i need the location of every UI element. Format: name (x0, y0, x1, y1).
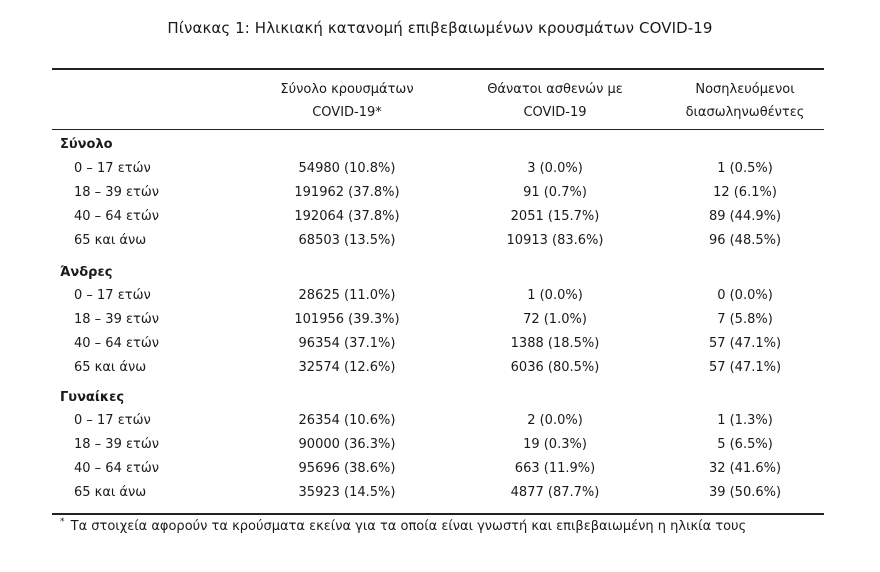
cell-cases: 54980 (10.8%) (298, 161, 396, 176)
cell-cases: 90000 (36.3%) (298, 437, 396, 452)
cell-intubated: 39 (50.6%) (708, 485, 782, 500)
cell-deaths: 2051 (15.7%) (510, 209, 600, 224)
table-row (0, 288, 880, 312)
cell-intubated: 96 (48.5%) (708, 233, 782, 248)
cell-deaths: 6036 (80.5%) (510, 360, 600, 375)
column-header-deaths (470, 78, 640, 124)
column-header-line: COVID-19 (523, 105, 587, 120)
row-label: 40 – 64 ετών (74, 209, 159, 224)
cell-deaths: 2 (0.0%) (527, 413, 583, 428)
row-label: 18 – 39 ετών (74, 312, 159, 327)
cell-intubated: 1 (0.5%) (717, 161, 773, 176)
cell-cases: 96354 (37.1%) (298, 336, 396, 351)
table-top-rule (52, 68, 824, 70)
cell-cases: 68503 (13.5%) (298, 233, 396, 248)
cell-deaths: 4877 (87.7%) (510, 485, 600, 500)
column-header-cases (262, 78, 432, 124)
table-row (0, 360, 880, 384)
cell-cases: 95696 (38.6%) (298, 461, 396, 476)
table-title: Πίνακας 1: Ηλικιακή κατανομή επιβεβαιωμένων κρουσμάτων COVID-19 (167, 19, 713, 37)
table-row (0, 485, 880, 509)
cell-intubated: 32 (41.6%) (708, 461, 782, 476)
table-row (0, 312, 880, 336)
row-label: 65 και άνω (74, 485, 147, 500)
cell-cases: 26354 (10.6%) (298, 413, 396, 428)
table-row (0, 437, 880, 461)
cell-cases: 28625 (11.0%) (298, 288, 396, 303)
column-header-line: διασωληνωθέντες (685, 105, 805, 120)
row-label: 65 και άνω (74, 233, 147, 248)
table-row (0, 336, 880, 360)
footnote-text: Τα στοιχεία αφορούν τα κρούσματα εκείνα για τα οποία είναι γνωστή και επιβεβαιωμένη η ηλικία τους (70, 519, 747, 534)
cell-intubated: 5 (6.5%) (717, 437, 773, 452)
row-label: 18 – 39 ετών (74, 437, 159, 452)
header-rule (52, 129, 824, 130)
row-label: 65 και άνω (74, 360, 147, 375)
cell-cases: 192064 (37.8%) (294, 209, 400, 224)
cell-intubated: 12 (6.1%) (713, 185, 777, 200)
column-header-line: COVID-19* (312, 105, 382, 120)
table-row (0, 185, 880, 209)
row-label: 0 – 17 ετών (74, 161, 151, 176)
cell-deaths: 10913 (83.6%) (506, 233, 604, 248)
cell-deaths: 3 (0.0%) (527, 161, 583, 176)
table-row (0, 413, 880, 437)
cell-cases: 35923 (14.5%) (298, 485, 396, 500)
column-header-line: Νοσηλευόμενοι (695, 82, 795, 97)
column-header-intubated (660, 78, 830, 124)
cell-intubated: 89 (44.9%) (708, 209, 782, 224)
table-row (0, 209, 880, 233)
table-row (0, 161, 880, 185)
footnote-mark: * (60, 517, 65, 527)
cell-deaths: 72 (1.0%) (523, 312, 587, 327)
column-header-line: Θάνατοι ασθενών με (487, 82, 623, 97)
cell-cases: 101956 (39.3%) (294, 312, 400, 327)
cell-deaths: 663 (11.9%) (514, 461, 596, 476)
footnote (60, 519, 746, 534)
table-row (0, 461, 880, 485)
cell-cases: 191962 (37.8%) (294, 185, 400, 200)
group-heading-total: Σύνολο (60, 137, 113, 152)
cell-deaths: 1388 (18.5%) (510, 336, 600, 351)
cell-intubated: 57 (47.1%) (708, 360, 782, 375)
group-heading-women: Γυναίκες (60, 390, 125, 405)
cell-cases: 32574 (12.6%) (298, 360, 396, 375)
table-row (0, 233, 880, 257)
group-heading-men: Άνδρες (60, 265, 113, 280)
cell-intubated: 0 (0.0%) (717, 288, 773, 303)
cell-deaths: 19 (0.3%) (523, 437, 587, 452)
row-label: 0 – 17 ετών (74, 288, 151, 303)
table-bottom-rule (52, 513, 824, 515)
cell-intubated: 1 (1.3%) (717, 413, 773, 428)
row-label: 18 – 39 ετών (74, 185, 159, 200)
cell-intubated: 7 (5.8%) (717, 312, 773, 327)
row-label: 40 – 64 ετών (74, 336, 159, 351)
row-label: 0 – 17 ετών (74, 413, 151, 428)
cell-deaths: 91 (0.7%) (523, 185, 587, 200)
cell-deaths: 1 (0.0%) (527, 288, 583, 303)
row-label: 40 – 64 ετών (74, 461, 159, 476)
cell-intubated: 57 (47.1%) (708, 336, 782, 351)
column-header-line: Σύνολο κρουσμάτων (280, 82, 414, 97)
